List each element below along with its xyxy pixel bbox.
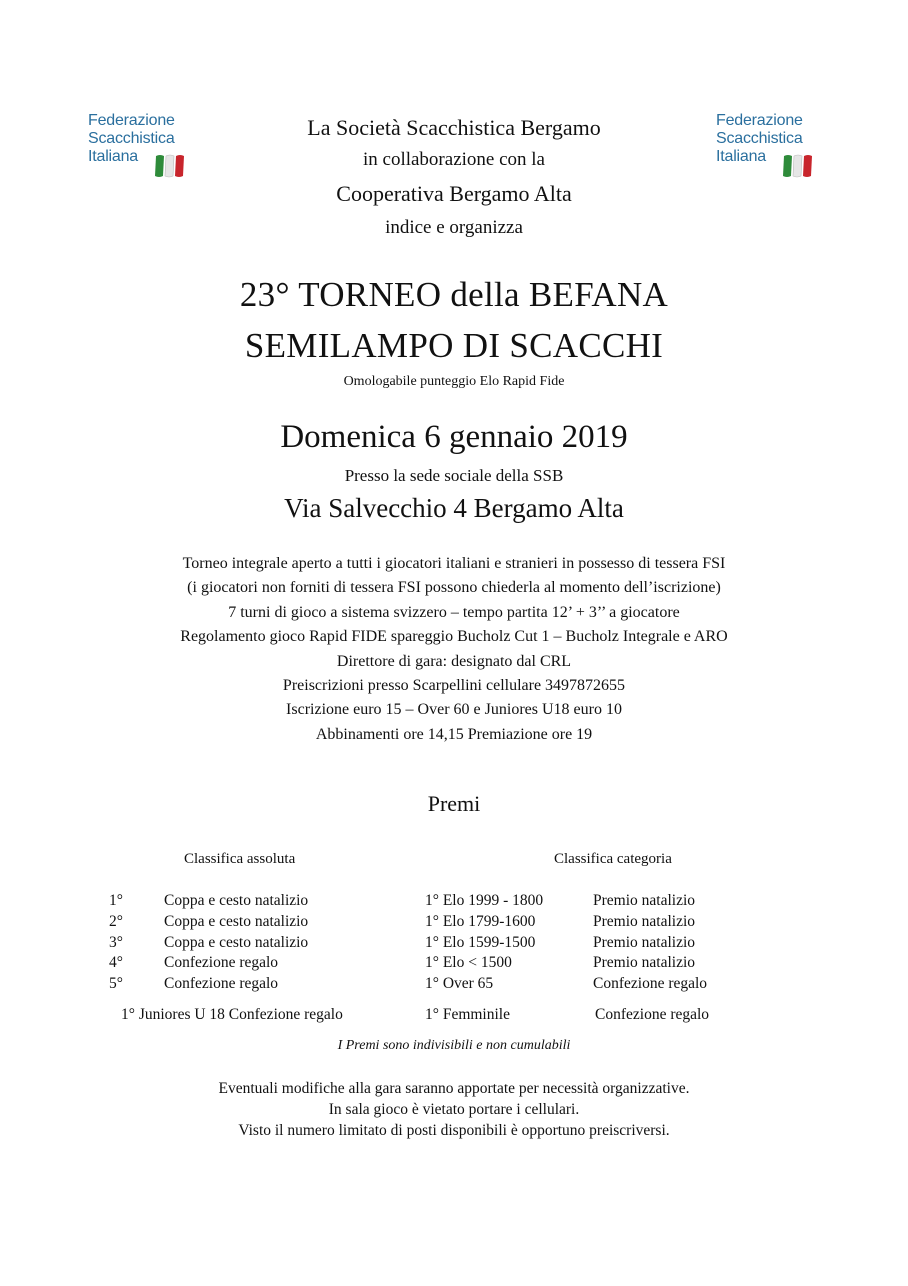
prize-place: 4° — [109, 954, 123, 971]
category-prize: Confezione regalo — [593, 975, 708, 992]
organizer-line: Cooperativa Bergamo Alta — [336, 181, 572, 206]
category-name: 1° Elo 1599-1500 — [425, 934, 536, 951]
prizes-heading: Premi — [427, 791, 481, 816]
category-name: 1° Elo 1799-1600 — [425, 913, 536, 930]
logo-line: Federazione — [88, 112, 175, 129]
event-venue: Presso la sede sociale della SSB — [344, 466, 564, 485]
tournament-info — [0, 552, 908, 747]
footer-line: Eventuali modifiche alla gara saranno apportate per necessità organizzative. — [218, 1080, 690, 1097]
prize-place: 5° — [109, 975, 123, 992]
category-name: 1° Elo 1999 - 1800 — [425, 892, 544, 909]
category-name: 1° Over 65 — [425, 975, 494, 992]
prize-item: Confezione regalo — [164, 954, 279, 971]
organizer-line: indice e organizza — [385, 217, 523, 238]
prize-place: 2° — [109, 913, 123, 930]
page-subtitle: SEMILAMPO DI SCACCHI — [244, 326, 664, 365]
info-line: Direttore di gara: designato dal CRL — [336, 652, 572, 670]
info-line: 7 turni di gioco a sistema svizzero – tempo partita 12’ + 3’’ a giocatore — [228, 603, 680, 621]
logo-line: Federazione — [716, 112, 803, 129]
prize-juniores: 1° Juniores U 18 Confezione regalo — [121, 1006, 343, 1023]
footer-line: In sala gioco è vietato portare i cellulari. — [328, 1101, 580, 1118]
rating-note: Omologabile punteggio Elo Rapid Fide — [343, 374, 565, 389]
footer-line: Visto il numero limitato di posti disponibili è opportuno preiscriversi. — [238, 1122, 670, 1139]
absolute-ranking-heading: Classifica assoluta — [184, 851, 296, 867]
prize-place: 3° — [109, 934, 123, 951]
logo-line: Scacchistica — [88, 130, 175, 147]
footer-notes — [0, 1078, 908, 1141]
event-date: Domenica 6 gennaio 2019 — [280, 419, 628, 455]
info-line: (i giocatori non forniti di tessera FSI possono chiederla al momento dell’iscrizione) — [187, 579, 721, 597]
info-line: Regolamento gioco Rapid FIDE spareggio Bucholz Cut 1 – Bucholz Integrale e ARO — [180, 628, 728, 646]
logo-line: Italiana — [88, 148, 138, 165]
prize-item: Confezione regalo — [164, 975, 279, 992]
organizer-block — [0, 111, 908, 243]
category-name: 1° Femminile — [425, 1006, 510, 1023]
page-title: 23° TORNEO della BEFANA — [239, 275, 669, 314]
info-line: Iscrizione euro 15 – Over 60 e Juniores U18 euro 10 — [286, 701, 622, 719]
category-prize: Premio natalizio — [593, 913, 696, 930]
prize-item: Coppa e cesto natalizio — [164, 934, 309, 951]
category-prize: Confezione regalo — [595, 1006, 710, 1023]
prizes-note: I Premi sono indivisibili e non cumulabili — [337, 1038, 571, 1053]
organizer-line: La Società Scacchistica Bergamo — [307, 115, 601, 140]
prize-item: Coppa e cesto natalizio — [164, 913, 309, 930]
category-name: 1° Elo < 1500 — [425, 954, 512, 971]
category-prize: Premio natalizio — [593, 892, 696, 909]
info-line: Preiscrizioni presso Scarpellini cellulare 3497872655 — [282, 677, 626, 695]
prize-place: 1° — [109, 892, 123, 909]
info-line: Abbinamenti ore 14,15 Premiazione ore 19 — [315, 725, 593, 743]
event-address: Via Salvecchio 4 Bergamo Alta — [284, 493, 624, 523]
logo-line: Scacchistica — [716, 130, 803, 147]
category-prize: Premio natalizio — [593, 934, 696, 951]
organizer-line: in collaborazione con la — [362, 149, 545, 170]
category-ranking-heading: Classifica categoria — [554, 851, 672, 867]
category-prize: Premio natalizio — [593, 954, 696, 971]
logo-line: Italiana — [716, 148, 766, 165]
prize-item: Coppa e cesto natalizio — [164, 892, 309, 909]
info-line: Torneo integrale aperto a tutti i giocatori italiani e stranieri in possesso di tessera FSI — [182, 555, 726, 572]
